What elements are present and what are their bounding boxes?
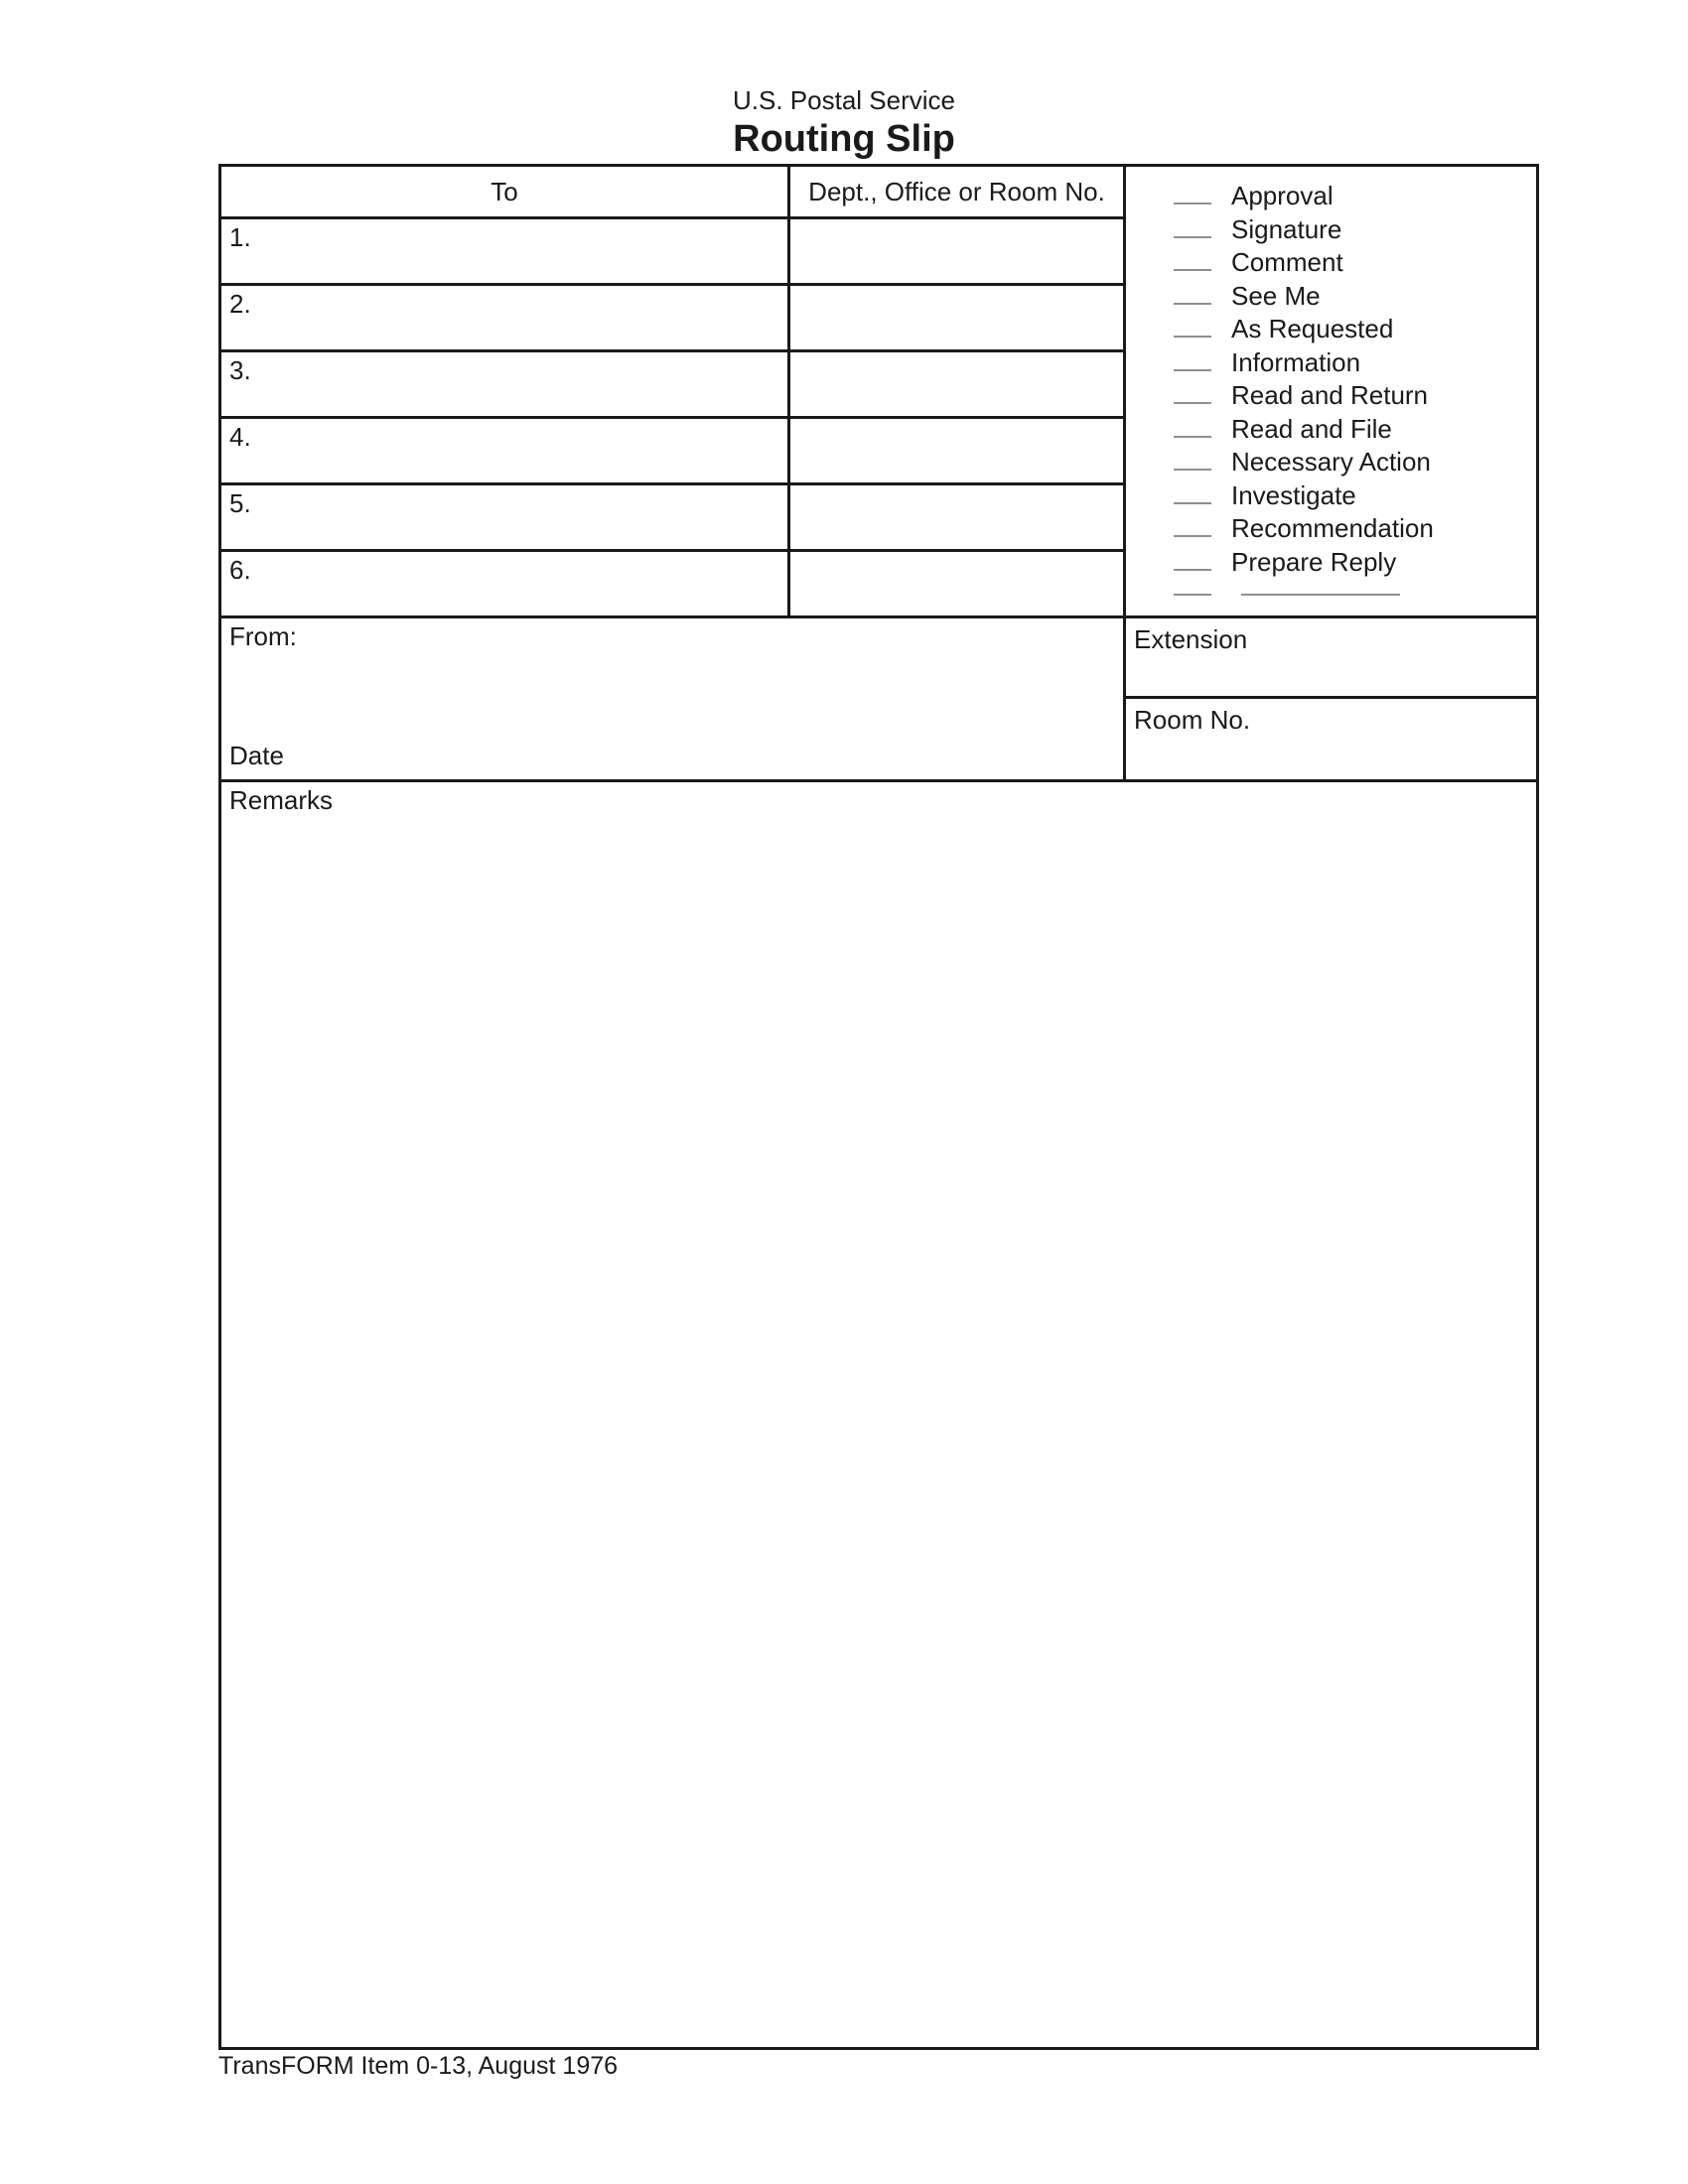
table-row (221, 349, 1123, 416)
table-header-row (221, 167, 1123, 216)
dept-cell-2[interactable] (787, 286, 1123, 349)
checklist-item (1126, 346, 1536, 380)
to-cell-3[interactable]: 3. (229, 355, 251, 385)
checklist-item-other (1126, 594, 1536, 596)
check-line-read-and-file[interactable] (1174, 436, 1211, 438)
table-row (221, 549, 1123, 615)
table-row (221, 416, 1123, 482)
dept-cell-3[interactable] (787, 352, 1123, 416)
routing-slip-form (218, 164, 1539, 2050)
checklist-item (1126, 246, 1536, 280)
checklist-label: Read and Return (1231, 380, 1429, 410)
agency-title: U.S. Postal Service (733, 85, 955, 115)
routing-table (221, 167, 1123, 779)
table-row (221, 283, 1123, 349)
dept-cell-1[interactable] (787, 219, 1123, 283)
check-line-other[interactable] (1174, 594, 1211, 596)
checklist-label: Investigate (1231, 479, 1356, 510)
checklist-item (1126, 379, 1536, 413)
checklist-item (1126, 546, 1536, 580)
check-line-approval[interactable] (1174, 203, 1211, 205)
remarks-field[interactable] (221, 779, 1536, 2053)
check-line-recommendation[interactable] (1174, 535, 1211, 537)
check-line-investigate[interactable] (1174, 502, 1211, 504)
check-line-necessary-action[interactable] (1174, 469, 1211, 471)
check-line-prepare-reply[interactable] (1174, 569, 1211, 571)
checklist-label: Information (1231, 346, 1361, 377)
check-line-signature[interactable] (1174, 236, 1211, 238)
other-writein-line[interactable] (1241, 594, 1400, 596)
checklist-item (1126, 446, 1536, 479)
checklist-label: Recommendation (1231, 513, 1434, 543)
from-label: From: (229, 621, 297, 651)
checklist-label: Signature (1231, 213, 1342, 244)
table-row (221, 216, 1123, 283)
form-title: Routing Slip (733, 118, 955, 160)
extension-field[interactable] (1126, 615, 1536, 696)
check-line-read-and-return[interactable] (1174, 402, 1211, 404)
date-label: Date (229, 741, 284, 770)
checklist-item (1126, 180, 1536, 213)
title-block (0, 85, 1688, 160)
from-field[interactable] (221, 615, 1123, 779)
checklist-item (1126, 280, 1536, 314)
checklist-label: Necessary Action (1231, 447, 1431, 477)
checklist-item (1126, 313, 1536, 346)
check-line-as-requested[interactable] (1174, 336, 1211, 338)
action-panel (1123, 167, 1536, 779)
check-line-see-me[interactable] (1174, 303, 1211, 305)
to-cell-5[interactable]: 5. (229, 488, 251, 518)
checklist-item (1126, 479, 1536, 513)
to-column-header: To (491, 176, 518, 206)
checklist-label: Approval (1231, 181, 1334, 210)
dept-column-header: Dept., Office or Room No. (787, 167, 1123, 216)
form-footer: TransFORM Item 0-13, August 1976 (218, 2052, 619, 2080)
table-row (221, 482, 1123, 549)
action-checklist (1126, 167, 1536, 615)
extension-label: Extension (1134, 624, 1248, 654)
to-cell-1[interactable]: 1. (229, 222, 251, 252)
to-cell-4[interactable]: 4. (229, 422, 251, 452)
to-cell-6[interactable]: 6. (229, 555, 251, 585)
checklist-item (1126, 413, 1536, 447)
checklist-label: As Requested (1231, 314, 1394, 343)
checklist-label: Prepare Reply (1231, 546, 1397, 577)
checklist-item (1126, 213, 1536, 247)
form-top-section (221, 167, 1536, 779)
remarks-label: Remarks (229, 785, 334, 815)
checklist-label: Read and File (1231, 413, 1392, 444)
dept-cell-6[interactable] (787, 552, 1123, 615)
checklist-label: Comment (1231, 247, 1343, 277)
dept-cell-4[interactable] (787, 419, 1123, 482)
room-no-field[interactable] (1126, 696, 1536, 779)
to-cell-2[interactable]: 2. (229, 289, 251, 319)
checklist-item (1126, 512, 1536, 546)
dept-cell-5[interactable] (787, 485, 1123, 549)
check-line-information[interactable] (1174, 369, 1211, 371)
check-line-comment[interactable] (1174, 269, 1211, 271)
room-no-label: Room No. (1134, 705, 1251, 735)
checklist-label: See Me (1231, 280, 1321, 311)
